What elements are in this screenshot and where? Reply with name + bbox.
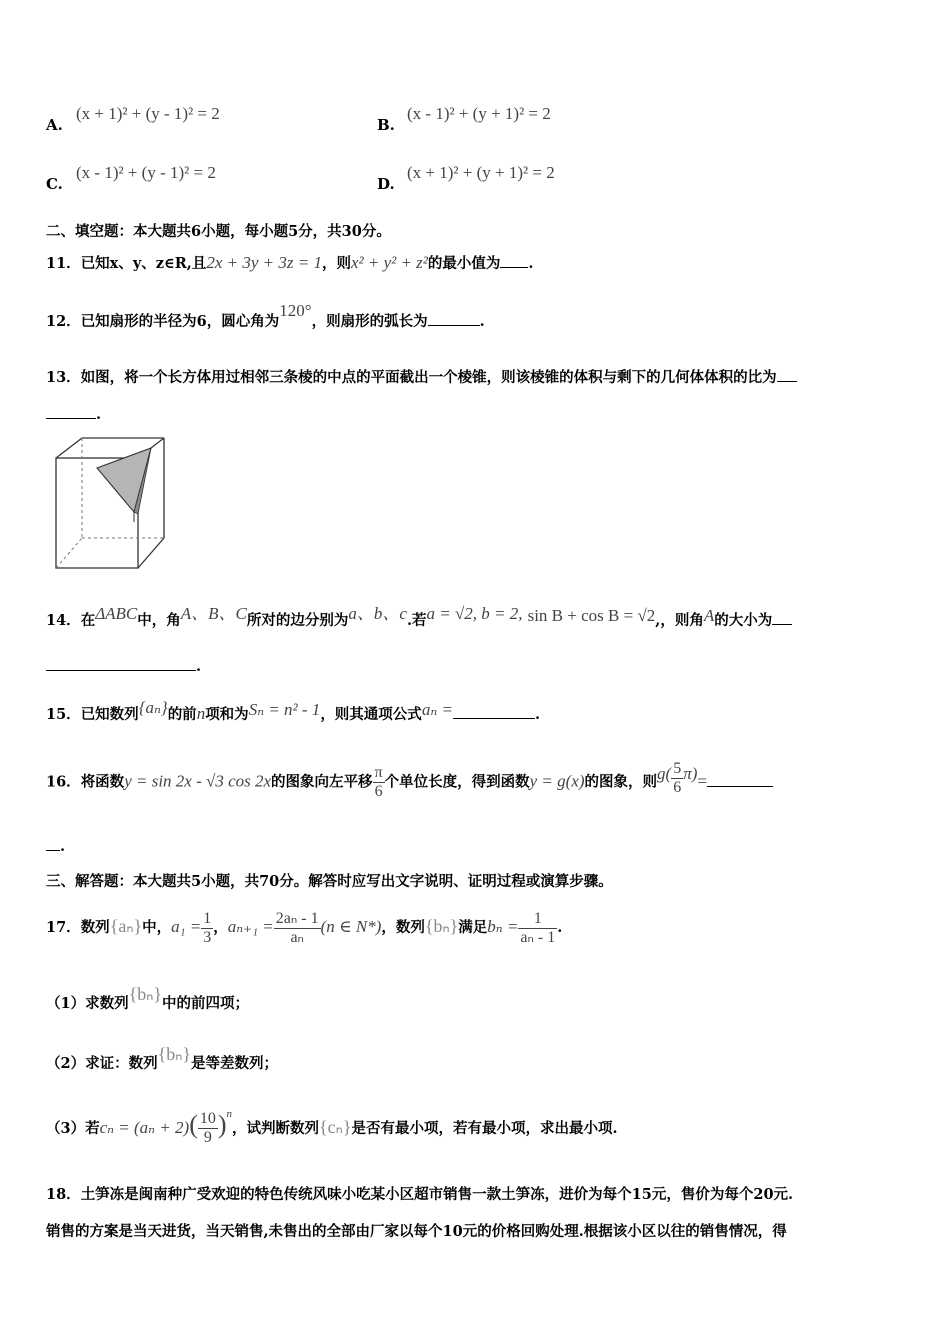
option-a-equation: (x + 1)² + (y - 1)² = 2 xyxy=(76,104,220,123)
q15-n: n xyxy=(196,704,206,723)
q16-shift-denominator: 6 xyxy=(374,783,383,800)
option-a-label: A. xyxy=(46,116,63,134)
q17-bn-denominator: aₙ - 1 xyxy=(520,928,556,946)
q17-sequence-b: {bₙ} xyxy=(424,916,459,936)
cuboid-top-left-edge xyxy=(56,438,82,458)
q17-part-1-label: （1） xyxy=(46,995,86,1012)
q17-part-3-t2: ，试判断数列 xyxy=(232,1119,320,1137)
q17-recurrence: aₙ₊₁ = xyxy=(227,917,274,936)
option-b-equation: (x - 1)² + (y + 1)² = 2 xyxy=(407,104,551,123)
q14-answer-blank-1[interactable] xyxy=(772,610,792,625)
q17-part-1 xyxy=(46,984,250,1013)
question-11: 11．已知x、y、z∈R,且2x + 3y + 3z = 1，则x² + y² + z²的最小值为 . xyxy=(46,253,534,272)
cuboid-figure xyxy=(50,432,170,572)
q14-t4: .若 xyxy=(406,612,427,629)
q17-part-3: （3）若cₙ = (aₙ + 2)( $\frac{10}{9}$ )$^n$，试判断数列{cₙ}是否有最小项，若有最小项，求出最小项. xyxy=(46,1108,618,1147)
q14-triangle: ΔABC xyxy=(95,604,138,623)
question-18-line-1 xyxy=(46,1183,793,1204)
q17-bn: bₙ = xyxy=(487,917,519,936)
q11-pre: 已知x、y、z∈R,且 xyxy=(80,255,207,272)
q14-t1: 在 xyxy=(80,612,96,629)
q17-part-1-t1: 求数列 xyxy=(85,995,129,1012)
q16-t4: 的图象，则 xyxy=(584,773,658,791)
q18-text-line-2: 销售的方案是当天进货，当天销售,未售出的全部由厂家以每个10元的价格回购处理.根据该小区以往的销售情况，得 xyxy=(46,1223,787,1240)
q11-post: 的最小值为 xyxy=(427,255,501,272)
q17-a1-fraction xyxy=(201,910,213,947)
q17-part-3-cn: cₙ = (aₙ + 2) xyxy=(99,1117,190,1137)
question-18-line-2 xyxy=(46,1220,787,1241)
q14-answer-blank-2[interactable] xyxy=(46,656,196,671)
q15-t3: 项和为 xyxy=(205,706,249,723)
q17-part-2 xyxy=(46,1044,279,1073)
q13-answer-blank-2[interactable] xyxy=(46,404,96,419)
q16-shift-fraction xyxy=(373,764,385,801)
q12-number: 12． xyxy=(46,313,81,330)
option-b-label: B. xyxy=(377,116,395,134)
q12-angle: 120° xyxy=(279,301,312,320)
q17-recurrence-numerator: 2aₙ - 1 xyxy=(275,909,319,927)
q17-part-2-label: （2） xyxy=(46,1055,86,1072)
q16-g-open: g( xyxy=(657,763,672,783)
q14-angles: A、B、C xyxy=(180,604,247,623)
q17-part-1-sequence: {bₙ} xyxy=(128,984,163,1004)
q11-number: 11． xyxy=(46,255,81,272)
q17-t2: 中， xyxy=(142,919,172,936)
q16-t1: 将函数 xyxy=(80,773,125,791)
q17-part-1-t2: 中的前四项； xyxy=(162,995,250,1012)
q17-part-2-t2: 是等差数列； xyxy=(191,1055,279,1072)
q13-number: 13． xyxy=(46,369,81,386)
q17-part-2-sequence: {bₙ} xyxy=(157,1044,192,1064)
q16-t2: 的图象向左平移 xyxy=(271,773,373,791)
q12-answer-blank[interactable] xyxy=(428,311,480,326)
q15-t4: ，则其通项公式 xyxy=(320,706,422,723)
q15-answer-blank[interactable] xyxy=(453,704,535,719)
q16-equals: = xyxy=(697,771,707,791)
cuboid-hidden-left-edge xyxy=(56,538,82,568)
q17-part-3-fraction xyxy=(198,1110,218,1147)
q16-g-denominator: 6 xyxy=(673,779,682,796)
q17-end: . xyxy=(557,919,563,936)
option-c-equation: (x - 1)² + (y - 1)² = 2 xyxy=(76,163,216,182)
question-12: 12．已知扇形的半径为6，圆心角为120°，则扇形的弧长为 . xyxy=(46,301,485,330)
q13-text: 如图，将一个长方体用过相邻三条棱的中点的平面截出一个棱锥，则该棱锥的体积与剩下的几何体体积的比为 xyxy=(80,369,777,386)
q17-a1-numerator: 1 xyxy=(203,909,212,927)
question-16-continued: . xyxy=(46,836,65,855)
q11-condition: 2x + 3y + 3z = 1 xyxy=(206,253,322,272)
q17-number: 17． xyxy=(46,919,81,936)
q17-part-3-t3: 是否有最小项，若有最小项，求出最小项. xyxy=(351,1119,618,1137)
q18-number: 18． xyxy=(46,1186,81,1203)
q17-t3: ，数列 xyxy=(381,919,425,936)
question-14 xyxy=(46,605,792,630)
q16-shift-numerator: π xyxy=(374,764,383,781)
q11-mid: ，则 xyxy=(321,255,351,272)
q15-end: . xyxy=(534,706,540,723)
question-15 xyxy=(46,698,540,724)
q16-g-fraction xyxy=(671,760,683,797)
q17-bn-fraction xyxy=(518,910,557,947)
q14-condition-1: a = √2, b = 2, xyxy=(426,604,523,623)
q16-g-numerator: 5 xyxy=(673,760,682,777)
q17-a1: a₁ = xyxy=(171,917,202,936)
q15-an: aₙ = xyxy=(421,700,453,719)
section-2-heading: 二、填空题：本大题共6小题，每小题5分，共30分。 xyxy=(46,223,391,240)
q14-angle-a: A xyxy=(703,606,715,625)
q17-condition: (n ∈ N*) xyxy=(320,917,382,936)
q15-t1: 已知数列 xyxy=(80,706,139,723)
q17-t4: 满足 xyxy=(458,919,488,936)
q17-part-2-t1: 求证：数列 xyxy=(85,1055,158,1072)
section-3-heading: 三、解答题：本大题共5小题，共70分。解答时应写出文字说明、证明过程或演算步骤。 xyxy=(46,873,613,890)
option-c-label: C. xyxy=(46,175,63,193)
q12-post: ，则扇形的弧长为 xyxy=(311,313,428,330)
cuboid-bottom-right-edge xyxy=(138,538,164,568)
q14-t3: 所对的边分别为 xyxy=(246,612,349,629)
q11-expression: x² + y² + z² xyxy=(350,253,428,272)
question-16 xyxy=(46,760,773,801)
q15-sequence: {aₙ} xyxy=(138,698,168,717)
q12-pre: 已知扇形的半径为6，圆心角为 xyxy=(80,313,280,330)
question-17: 17．数列{aₙ}中，a₁ = $\frac{1}{3}$ ，aₙ₊₁ = $\frac{\text{2aₙ - 1}}{\text{aₙ}}$ (n ∈ N*)，数列{bₙ}满足bₙ = $\frac{1}{\text{aₙ - 1}}$ . xyxy=(46,909,563,946)
q14-number: 14． xyxy=(46,612,81,629)
q17-part-3-numerator: 10 xyxy=(199,1110,216,1128)
q16-answer-blank-1[interactable] xyxy=(707,772,773,787)
q15-sum: Sₙ = n² - 1 xyxy=(248,700,321,719)
q17-recurrence-fraction xyxy=(274,910,321,947)
q16-function: y = sin 2x - √3 cos 2x xyxy=(124,771,272,791)
option-d-equation: (x + 1)² + (y + 1)² = 2 xyxy=(407,163,555,182)
q17-part-3-label: （3） xyxy=(46,1119,86,1137)
q14-t6: 的大小为 xyxy=(714,612,773,629)
q17-part-3-exponent: n xyxy=(226,1108,233,1120)
q14-condition-2: sin B + cos B = √2 xyxy=(527,606,656,625)
q16-answer-blank-2[interactable] xyxy=(46,836,60,851)
q14-t2: 中，角 xyxy=(137,612,181,629)
q16-g-close: π) xyxy=(683,763,698,783)
q14-t5: ,，则角 xyxy=(655,612,704,629)
q15-number: 15． xyxy=(46,706,81,723)
question-13-continued: . xyxy=(46,404,101,423)
q17-part-3-denominator: 9 xyxy=(203,1129,212,1147)
q17-a1-denominator: 3 xyxy=(203,928,212,946)
q16-g-function: y = g(x) xyxy=(529,771,585,791)
q11-answer-blank[interactable] xyxy=(500,253,528,268)
q13-answer-blank-1[interactable] xyxy=(777,367,797,382)
q17-sequence-a: {aₙ} xyxy=(109,916,143,936)
option-d-label: D. xyxy=(377,175,395,193)
q17-t1: 数列 xyxy=(80,919,110,936)
q16-number: 16． xyxy=(46,773,81,791)
q18-text-line-1: 土笋冻是闽南种广受欢迎的特色传统风味小吃某小区超市销售一款土笋冻，进价为每个15元，售价为每个20元. xyxy=(80,1186,794,1203)
question-13 xyxy=(46,366,797,387)
q17-part-3-t1: 若 xyxy=(85,1119,100,1137)
q17-part-3-sequence: {cₙ} xyxy=(319,1116,352,1137)
question-14-continued: . xyxy=(46,656,201,675)
q15-t2: 的前 xyxy=(167,706,197,723)
q14-sides: a、b、c xyxy=(348,604,407,623)
q16-t3: 个单位长度，得到函数 xyxy=(384,773,530,791)
q17-bn-numerator: 1 xyxy=(518,910,557,929)
q17-recurrence-denominator: aₙ xyxy=(290,928,304,946)
